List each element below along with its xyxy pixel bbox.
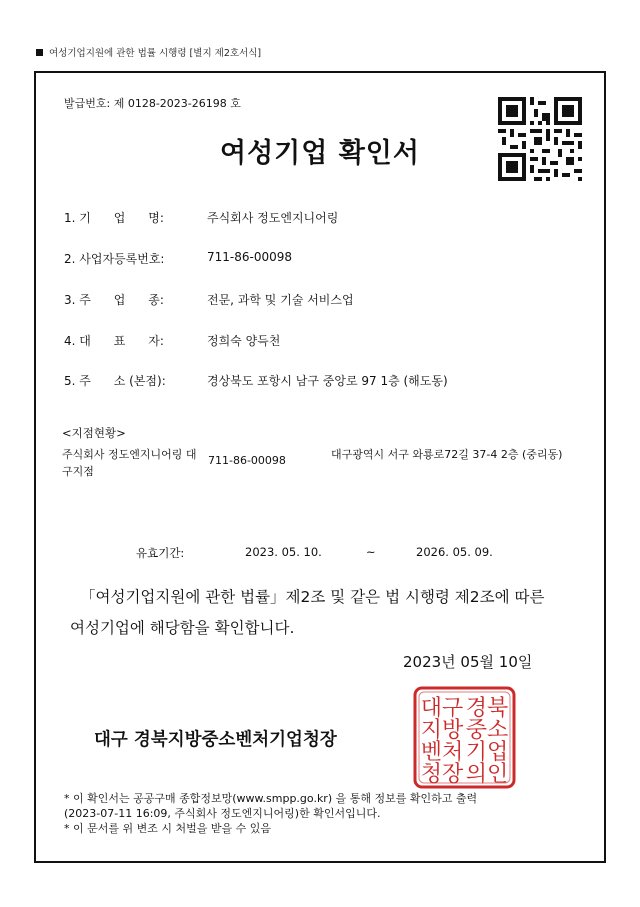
statement-line: 「여성기업지원에 관한 법률」제2조 및 같은 법 시행령 제2조에 따른 (80, 588, 545, 606)
field-label: 4. 대 표 자: (64, 334, 164, 348)
field-value: 711-86-00098 (207, 250, 293, 264)
footer-line: (2023-07-11 16:09, 주식회사 정도엔지니어링)한 확인서입니다. (64, 807, 381, 820)
field-label: 1. 기 업 명: (64, 211, 164, 225)
branch-heading: <지점현황> (62, 426, 126, 440)
branch-reg-no: 711-86-00098 (208, 454, 286, 467)
footer-line: * 이 확인서는 공공구매 종합정보망(www.smpp.go.kr) 을 통해 정보를 확인하고 출력 (64, 792, 478, 805)
svg-text:기업: 기업 (465, 740, 509, 765)
footer-line: * 이 문서를 위 변조 시 처벌을 받을 수 있음 (64, 822, 271, 835)
svg-text:청장: 청장 (420, 762, 464, 787)
svg-text:지방: 지방 (420, 718, 464, 743)
form-reference-note (36, 45, 261, 59)
svg-text:대구: 대구 (420, 696, 464, 721)
validity-label: 유효기간: (136, 546, 185, 560)
field-value: 정희숙 양득천 (207, 334, 281, 348)
svg-text:경북: 경북 (465, 696, 509, 721)
svg-text:벤처: 벤처 (420, 740, 464, 765)
validity-separator: ~ (366, 545, 376, 559)
validity-end: 2026. 05. 09. (416, 545, 493, 559)
branch-name: 주식회사 정도엔지니어링 대구지점 (62, 448, 197, 478)
field-label: 2. 사업자등록번호: (64, 252, 165, 266)
field-label: 5. 주 소 (본점): (64, 374, 166, 388)
field-value: 경상북도 포항시 남구 중앙로 97 1층 (해도동) (207, 374, 448, 388)
statement-line: 여성기업에 해당함을 확인합니다. (70, 619, 295, 637)
validity-start: 2023. 05. 10. (245, 545, 322, 559)
footer-notes (64, 791, 594, 836)
field-value: 주식회사 정도엔지니어링 (207, 211, 339, 225)
official-seal-stamp (412, 685, 517, 790)
certificate-frame (34, 71, 606, 863)
confirmation-statement (64, 582, 584, 644)
square-bullet-icon (36, 49, 43, 56)
field-label: 3. 주 업 종: (64, 293, 164, 307)
branch-address: 대구광역시 서구 와룡로72길 37-4 2층 (중리동) (331, 448, 563, 461)
issuer-name: 대구 경북지방중소벤처기업청장 (94, 730, 337, 750)
issue-date: 2023년 05월 10일 (403, 653, 533, 671)
document-title: 여성기업 확인서 (220, 138, 420, 169)
svg-text:의인: 의인 (465, 762, 509, 787)
form-reference-text: 여성기업지원에 관한 법률 시행령 [별지 제2호서식] (49, 48, 262, 59)
svg-text:중소: 중소 (465, 718, 509, 743)
field-value: 전문, 과학 및 기술 서비스업 (207, 293, 354, 307)
issue-number: 발급번호: 제 0128-2023-26198 호 (64, 97, 241, 110)
